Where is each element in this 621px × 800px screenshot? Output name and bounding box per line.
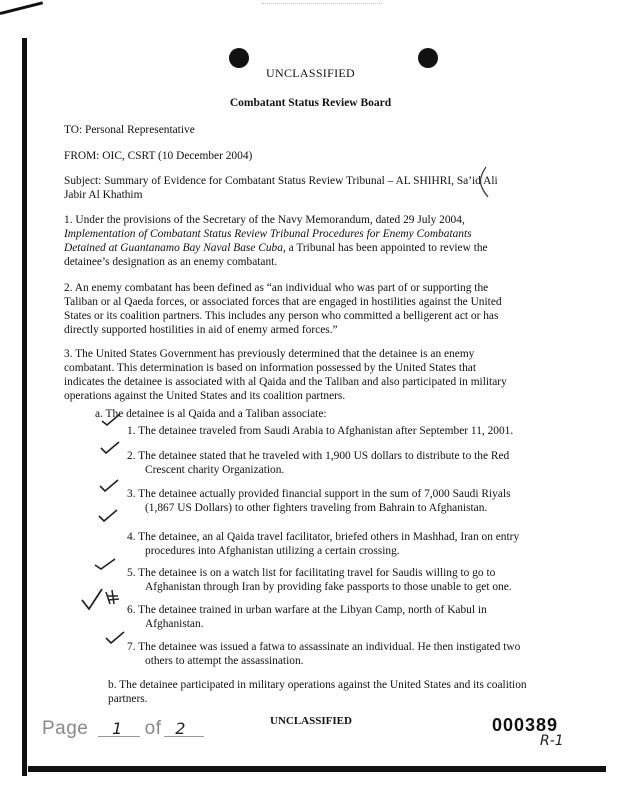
- check-mark-icon: [97, 508, 119, 524]
- section-b-line-2: partners.: [108, 693, 148, 705]
- board-title: Combatant Status Review Board: [229, 97, 392, 109]
- left-margin-bar: [22, 38, 27, 776]
- header-classification: UNCLASSIFIED: [266, 66, 355, 80]
- bracket-mark-icon: [476, 165, 490, 199]
- to-line: TO: Personal Representative: [64, 124, 195, 136]
- item-4-line-2: procedures into Afghanistan utilizing a certain crossing.: [145, 545, 400, 557]
- page-word: Page: [42, 718, 89, 739]
- para2-line-1: 2. An enemy combatant has been defined as “an individual who was part of or supporting the: [64, 282, 489, 294]
- page-total: 2: [175, 719, 186, 738]
- punch-hole-left: [229, 48, 249, 68]
- para2-line-4: directly supported hostilities in aid of enemy armed forces.”: [64, 324, 338, 336]
- para1-line-4: detainee’s designation as an enemy combatant.: [64, 256, 278, 268]
- item-7-line-1: 7. The detainee was issued a fatwa to assassinate an individual. He then instigated two: [127, 641, 521, 653]
- check-mark-icon: [99, 440, 121, 456]
- check-mark-icon: [104, 630, 126, 646]
- section-b-line-1: b. The detainee participated in military operations against the United States and its coalition: [108, 679, 527, 691]
- para1-line-3-rest: , a Tribunal has been appointed to review the: [282, 242, 488, 254]
- page-number: 1: [112, 719, 123, 738]
- para3-line-2: combatant. This determination is based on information possessed by the United States that: [64, 362, 476, 374]
- footer-classification: UNCLASSIFIED: [270, 715, 352, 727]
- para2-line-2: Taliban or al Qaeda forces, or associated forces that are engaged in hostilities against the United: [64, 296, 502, 308]
- item-5-line-2: Afghanistan through Iran by providing fake passports to those unable to get one.: [145, 581, 512, 593]
- of-word: of: [144, 718, 162, 739]
- document-suffix: R-1: [540, 733, 564, 749]
- section-a-heading: a. The detainee is al Qaida and a Taliban associate:: [95, 408, 327, 420]
- item-6-line-1: 6. The detainee trained in urban warfare at the Libyan Camp, north of Kabul in: [127, 604, 487, 616]
- item-7-line-2: others to attempt the assassination.: [145, 655, 304, 667]
- item-3-line-2: (1,867 US Dollars) to other fighters traveling from Bahrain to Afghanistan.: [145, 502, 488, 514]
- para1-line-3-italic: Detained at Guantanamo Bay Naval Base Cuba: [64, 242, 283, 254]
- subject-line-2: Jabir Al Khathim: [64, 189, 143, 201]
- item-2-line-2: Crescent charity Organization.: [145, 464, 285, 476]
- check-and-scribble-icon: [80, 586, 124, 612]
- from-line: FROM: OIC, CSRT (10 December 2004): [64, 150, 253, 162]
- check-mark-icon: [93, 556, 117, 572]
- item-6-line-2: Afghanistan.: [145, 618, 204, 630]
- para1-line-2: Implementation of Combatant Status Review Tribunal Procedures for Enemy Combatants: [64, 228, 472, 240]
- top-scan-artifact: [262, 3, 382, 9]
- punch-hole-right: [418, 48, 438, 68]
- item-5-line-1: 5. The detainee is on a watch list for facilitating travel for Saudis willing to go to: [127, 567, 496, 579]
- item-3-line-1: 3. The detainee actually provided financial support in the sum of 7,000 Saudi Riyals: [127, 488, 511, 500]
- bottom-margin-bar: [28, 766, 606, 772]
- para1-line-3: [64, 241, 488, 255]
- item-4-line-1: 4. The detainee, an al Qaida travel facilitator, briefed others in Mashhad, Iran on entry: [127, 531, 520, 543]
- document-number: 000389: [492, 715, 559, 735]
- page-total-underline: [164, 736, 204, 737]
- para3-line-3: indicates the detainee is associated with al Qaida and the Taliban and also participated in military: [64, 376, 507, 388]
- page-number-underline: [98, 736, 140, 737]
- item-1-line-1: 1. The detainee traveled from Saudi Arabia to Afghanistan after September 11, 2001.: [127, 425, 514, 437]
- para2-line-3: States or its coalition partners. This includes any person who committed a belligerent act or has: [64, 310, 499, 322]
- corner-scan-mark: [0, 1, 43, 15]
- subject-line-1: Subject: Summary of Evidence for Combatant Status Review Tribunal – AL SHIHRI, Sa’id Ali: [64, 175, 498, 187]
- check-mark-icon: [98, 478, 120, 494]
- para3-line-1: 3. The United States Government has previously determined that the detainee is an enemy: [64, 348, 475, 360]
- item-2-line-1: 2. The detainee stated that he traveled with 1,900 US dollars to distribute to the Red: [127, 450, 510, 462]
- check-mark-icon: [100, 412, 122, 428]
- para1-line-1: 1. Under the provisions of the Secretary of the Navy Memorandum, dated 29 July 2004,: [64, 214, 465, 226]
- para3-line-4: operations against the United States and its coalition partners.: [64, 390, 346, 402]
